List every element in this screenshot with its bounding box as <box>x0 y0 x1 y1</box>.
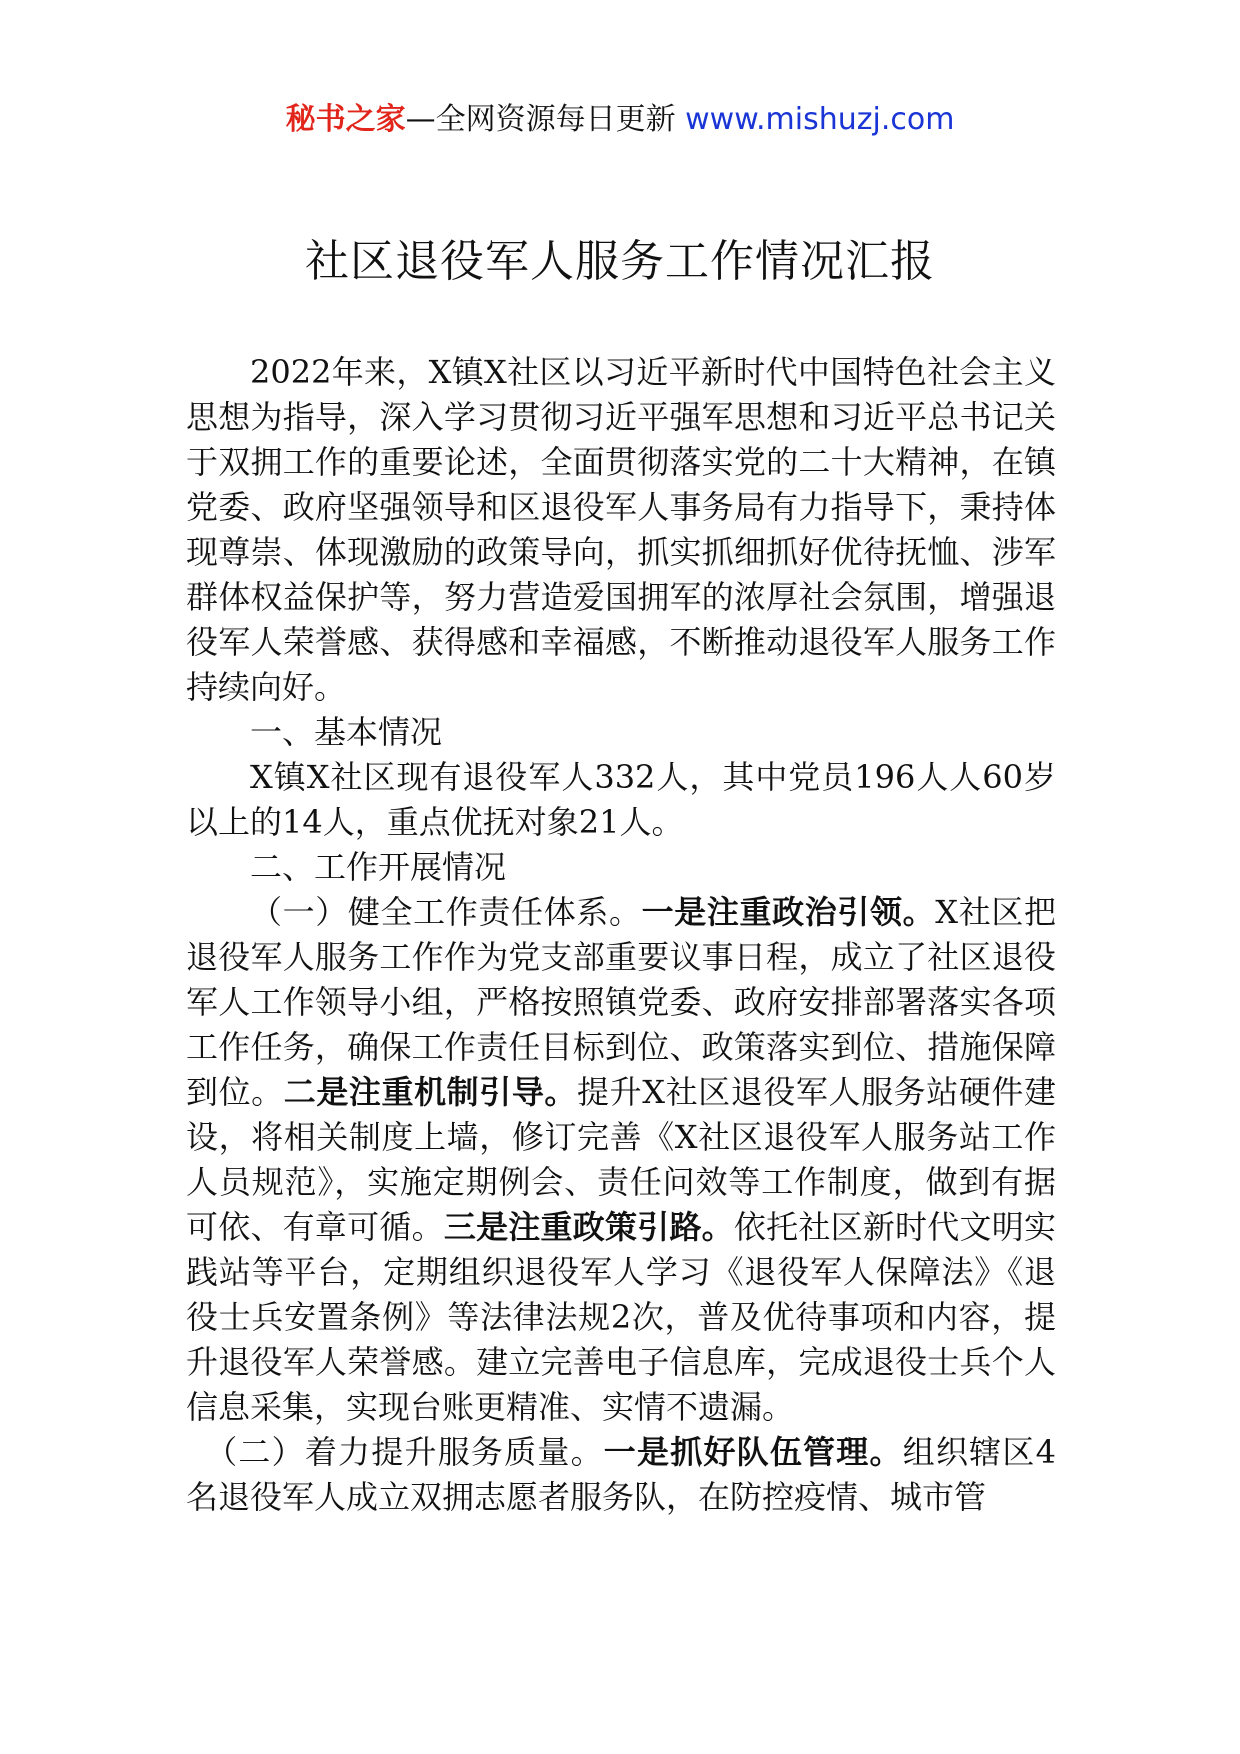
document-body <box>186 350 1056 1520</box>
section-heading-work: 二、工作开展情况 <box>250 848 507 886</box>
basic-info-paragraph: X镇X社区现有退役军人332人，其中党员196人人60岁以上的14人，重点优抚对象21人。 <box>186 758 1056 841</box>
subsection-lead: （一）健全工作责任体系。 <box>250 893 642 931</box>
intro-paragraph: 2022年来，X镇X社区以习近平新时代中国特色社会主义思想为指导，深入学习贯彻习近平强军思想和习近平总书记关于双拥工作的重要论述，全面贯彻落实党的二十大精神，在镇党委、政府坚强领导和区退役军人事务局有力指导下，秉持体现尊崇、体现激励的政策导向，抓实抓细抓好优待抚恤、涉军群体权益保护等，努力营造爱国拥军的浓厚社会氛围，增强退役军人荣誉感、获得感和幸福感，不断推动退役军人服务工作持续向好。 <box>186 353 1056 706</box>
section-heading-basic: 一、基本情况 <box>250 713 443 751</box>
subsection-responsibility <box>186 890 1056 1430</box>
point-2-text: 提升X社区退役军人服务站硬件建设，将相关制度上墙，修订完善《X社区退役军人服务站工作人员规范》，实施定期例会、责任问效等工作制度，做到有据可依、有章可循。 <box>186 1073 1056 1246</box>
point-1-text: 组织辖区4名退役军人成立双拥志愿者服务队，在防控疫情、城市管 <box>186 1433 1056 1516</box>
bold-point-1: 一是注重政治引领。 <box>641 893 936 931</box>
subsection-service-quality <box>186 1430 1056 1520</box>
point-3-text: 依托社区新时代文明实践站等平台，定期组织退役军人学习《退役军人保障法》《退役士兵安置条例》等法律法规2次，普及优待事项和内容，提升退役军人荣誉感。建立完善电子信息库，完成退役士兵个人信息采集，实现台账更精准、实情不遗漏。 <box>186 1208 1056 1426</box>
site-header <box>0 100 1240 140</box>
bold-point-1: 一是抓好队伍管理。 <box>603 1433 903 1471</box>
brand-name: 秘书之家 <box>285 102 406 137</box>
point-1-text: X社区把退役军人服务工作作为党支部重要议事日程，成立了社区退役军人工作领导小组，严格按照镇党委、政府安排部署落实各项工作任务，确保工作责任目标到位、政策落实到位、措施保障到位。 <box>186 893 1056 1111</box>
document-title: 社区退役军人服务工作情况汇报 <box>305 236 935 287</box>
header-tagline: —全网资源每日更新 <box>405 102 686 137</box>
subsection-lead: （二）着力提升服务质量。 <box>205 1433 604 1471</box>
bold-point-3: 三是注重政策引路。 <box>443 1208 734 1246</box>
site-url-link[interactable]: www.mishuzj.com <box>685 102 955 137</box>
bold-point-2: 二是注重机制引导。 <box>283 1073 578 1111</box>
